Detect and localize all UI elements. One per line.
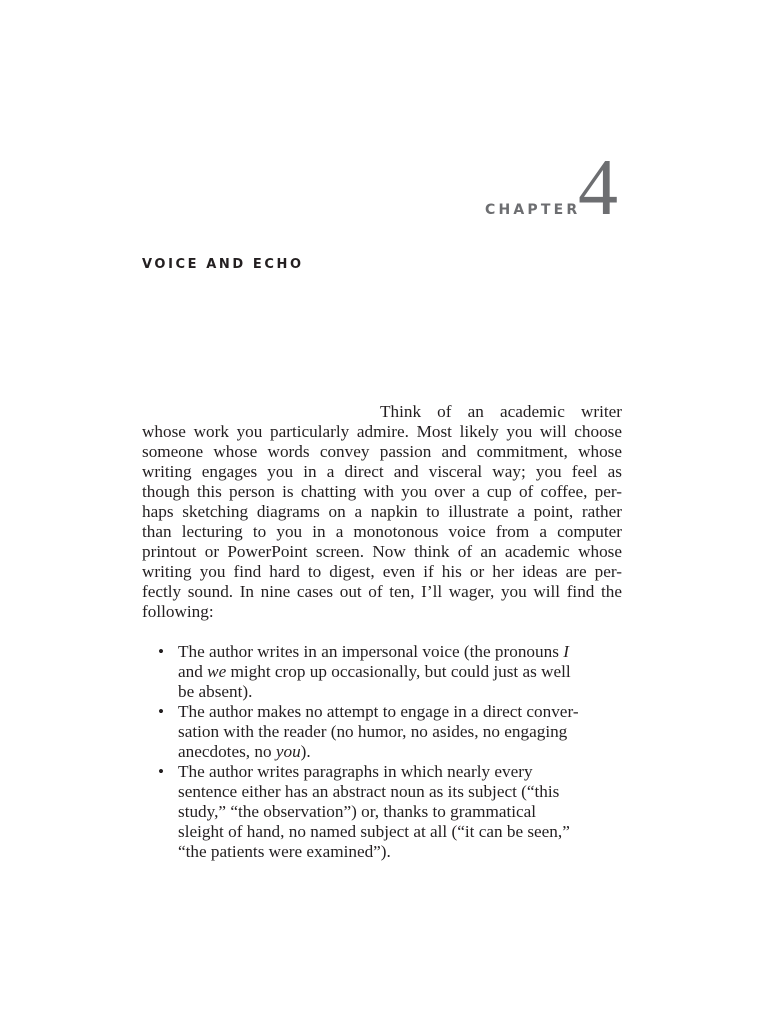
paragraph-line: than lecturing to you in a monotonous voice from a computer bbox=[142, 522, 622, 541]
bullet-line: anecdotes, no you). bbox=[178, 742, 311, 761]
bullet-line: The author makes no attempt to engage in a direct conver- bbox=[178, 702, 579, 721]
paragraph-line: following: bbox=[142, 602, 214, 621]
bullet-line: The author writes paragraphs in which nearly every bbox=[178, 762, 533, 781]
bullet-line: sleight of hand, no named subject at all (“it can be seen,” bbox=[178, 822, 570, 841]
opening-paragraph bbox=[142, 402, 622, 622]
bullet-line: “the patients were examined”). bbox=[178, 842, 391, 861]
bullet-line: sentence either has an abstract noun as its subject (“this bbox=[178, 782, 560, 801]
paragraph-line: fectly sound. In nine cases out of ten, I’ll wager, you will find the bbox=[142, 582, 622, 601]
body-text bbox=[142, 402, 622, 862]
chapter-title: VOICE AND ECHO bbox=[142, 257, 304, 272]
list-item bbox=[142, 702, 624, 762]
bullet-marker: • bbox=[158, 642, 165, 661]
bullet-line: and we might crop up occasionally, but could just as well bbox=[178, 662, 571, 681]
bullet-line: sation with the reader (no humor, no asides, no engaging bbox=[178, 722, 568, 741]
bullet-line: be absent). bbox=[178, 682, 253, 701]
paragraph-line: someone whose words convey passion and commitment, whose bbox=[142, 442, 622, 461]
bullet-marker: • bbox=[158, 762, 165, 781]
bullet-line: The author writes in an impersonal voice (the pronouns I bbox=[178, 642, 569, 661]
paragraph-line: printout or PowerPoint screen. Now think of an academic whose bbox=[142, 542, 622, 561]
paragraph-line: though this person is chatting with you over a cup of coffee, per- bbox=[142, 482, 622, 501]
paragraph-line: writing engages you in a direct and visceral way; you feel as bbox=[142, 462, 622, 481]
chapter-label: CHAPTER bbox=[485, 202, 581, 218]
bullet-marker: • bbox=[158, 702, 165, 721]
paragraph-line: Think of an academic writer bbox=[380, 402, 622, 421]
chapter-number: 4 bbox=[578, 144, 618, 232]
bullet-line: study,” “the observation”) or, thanks to grammatical bbox=[178, 802, 537, 821]
paragraph-line: whose work you particularly admire. Most likely you will choose bbox=[142, 422, 622, 441]
paragraph-line: haps sketching diagrams on a napkin to illustrate a point, rather bbox=[142, 502, 622, 521]
bullet-list bbox=[142, 642, 622, 862]
list-item bbox=[142, 762, 624, 862]
paragraph-line: writing you find hard to digest, even if his or her ideas are per- bbox=[142, 562, 622, 581]
list-item bbox=[142, 642, 624, 702]
